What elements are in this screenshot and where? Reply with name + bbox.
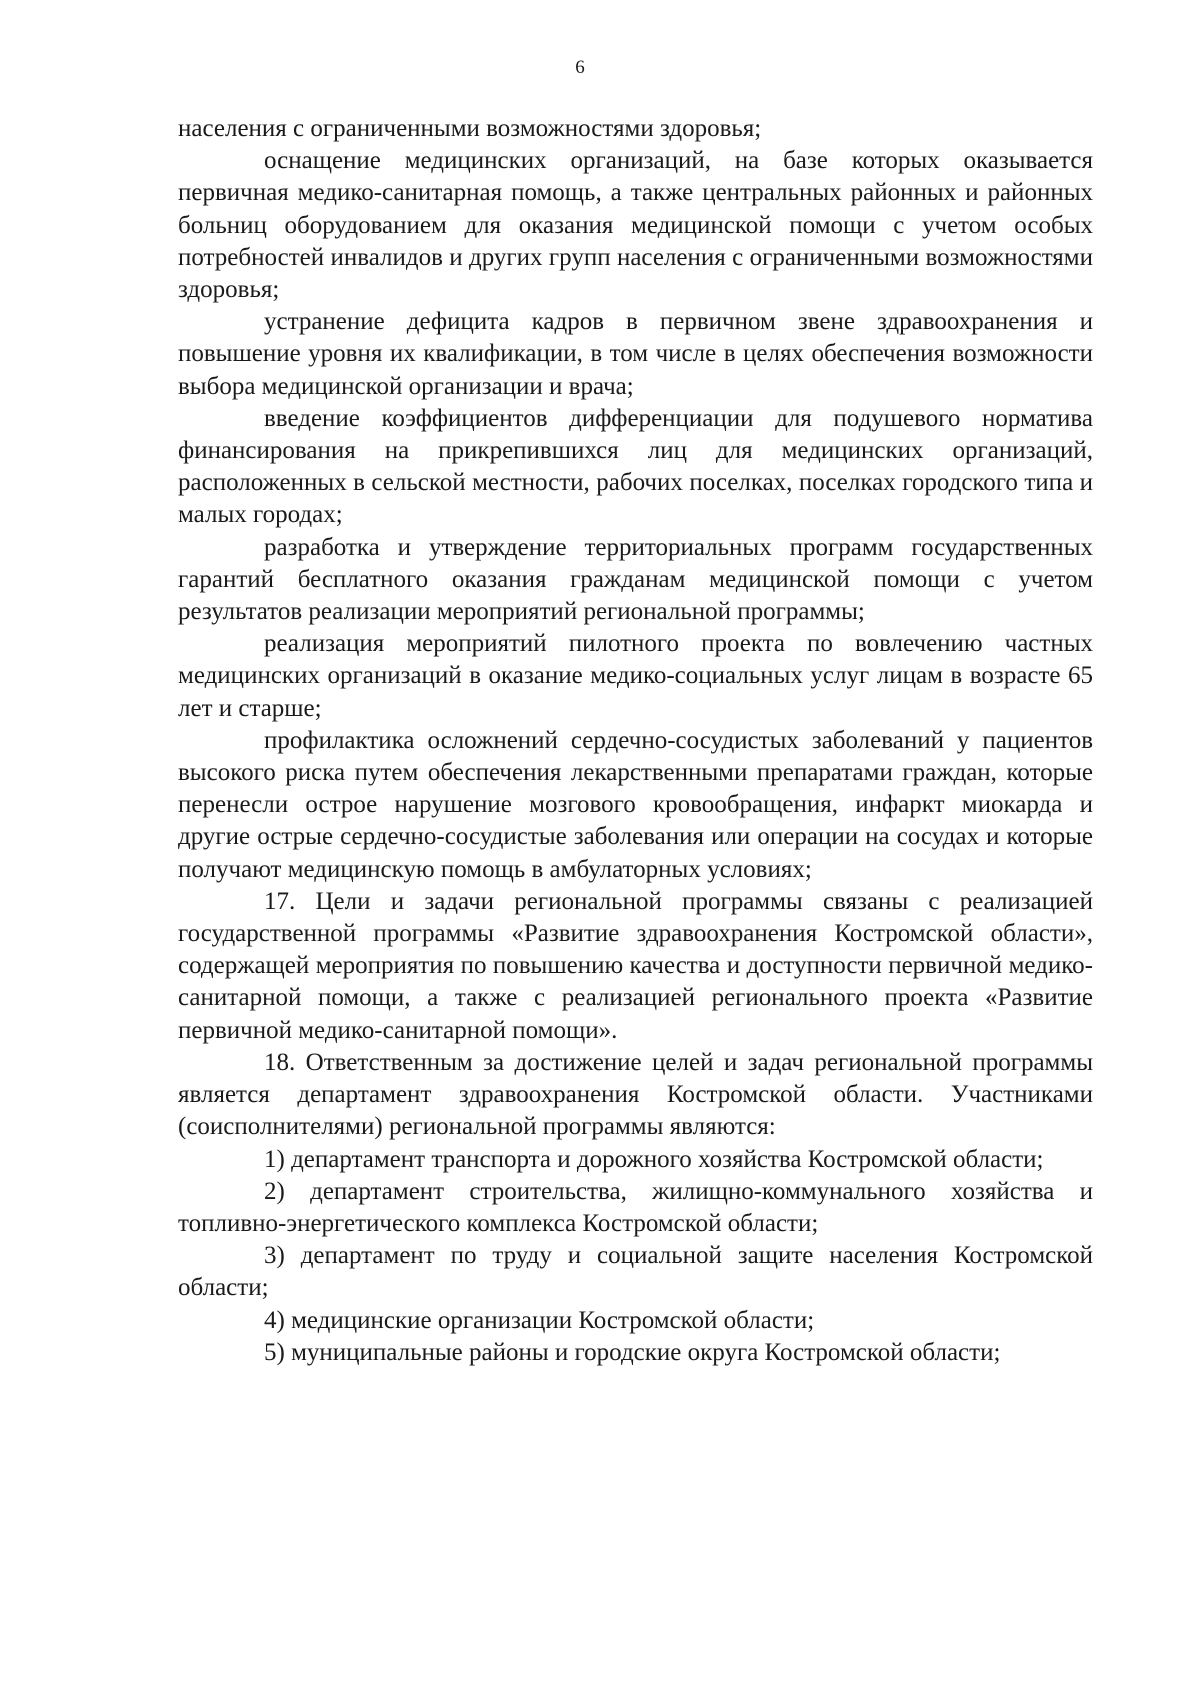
paragraph-pilot-project: реализация мероприятий пилотного проекта по вовлечению частных медицинских организаций в оказание медико-социальных услуг лицам в возрасте 65 лет и старше; bbox=[178, 630, 1093, 722]
paragraph-prevention: профилактика осложнений сердечно-сосудистых заболеваний у пациентов высокого риска путем обеспечения лекарственными препаратами граждан, которые перенесли острое нарушение мозгового кровообращения, инфаркт миокарда и другие острые сердечно-сосудистые заболевания или операции на сосудах и которые получают медицинскую помощь в амбулаторных условиях; bbox=[178, 726, 1093, 883]
paragraph-territorial-programs: разработка и утверждение территориальных программ государственных гарантий бесплатного оказания гражданам медицинской помощи с учетом результатов реализации мероприятий региональной программы; bbox=[178, 533, 1093, 626]
list-item-2: 2) департамент строительства, жилищно-коммунального хозяйства и топливно-энергетического комплекса Костромской области; bbox=[178, 1177, 1093, 1237]
paragraph-staff-shortage: устранение дефицита кадров в первичном звене здравоохранения и повышение уровня их квалификации, в том числе в целях обеспечения возможности выбора медицинской организации и врача; bbox=[178, 308, 1093, 400]
document-body bbox=[178, 113, 1093, 1369]
list-item-4: 4) медицинские организации Костромской области; bbox=[264, 1306, 815, 1334]
paragraph-equipment: оснащение медицинских организаций, на базе которых оказывается первичная медико-санитарная помощь, а также центральных районных и районных больниц оборудованием для оказания медицинской помощи с учетом особых потребностей инвалидов и других групп населения с ограниченными возможностями здоровья; bbox=[178, 147, 1093, 304]
paragraph-18-responsible: 18. Ответственным за достижение целей и задач региональной программы является департамент здравоохранения Костромской области. Участниками (соисполнителями) региональной программы являются: bbox=[178, 1048, 1093, 1141]
page-number: 6 bbox=[575, 57, 585, 78]
list-item-3: 3) департамент по труду и социальной защите населения Костромской области; bbox=[178, 1242, 1093, 1302]
paragraph-continuation: населения с ограниченными возможностями здоровья; bbox=[178, 115, 762, 142]
list-item-1: 1) департамент транспорта и дорожного хозяйства Костромской области; bbox=[264, 1145, 1044, 1173]
paragraph-17-goals: 17. Цели и задачи региональной программы связаны с реализацией государственной программы «Развитие здравоохранения Костромской области», содержащей мероприятия по повышению качества и доступности первичной медико-санитарной помощи, а также с реализацией регионального проекта «Развитие первичной медико-санитарной помощи». bbox=[178, 887, 1093, 1044]
paragraph-coefficients: введение коэффициентов дифференциации для подушевого норматива финансирования на прикрепившихся лиц для медицинских организаций, расположенных в сельской местности, рабочих поселках, поселках городского типа и малых городах; bbox=[178, 404, 1093, 529]
list-item-5: 5) муниципальные районы и городские округа Костромской области; bbox=[264, 1338, 1001, 1366]
